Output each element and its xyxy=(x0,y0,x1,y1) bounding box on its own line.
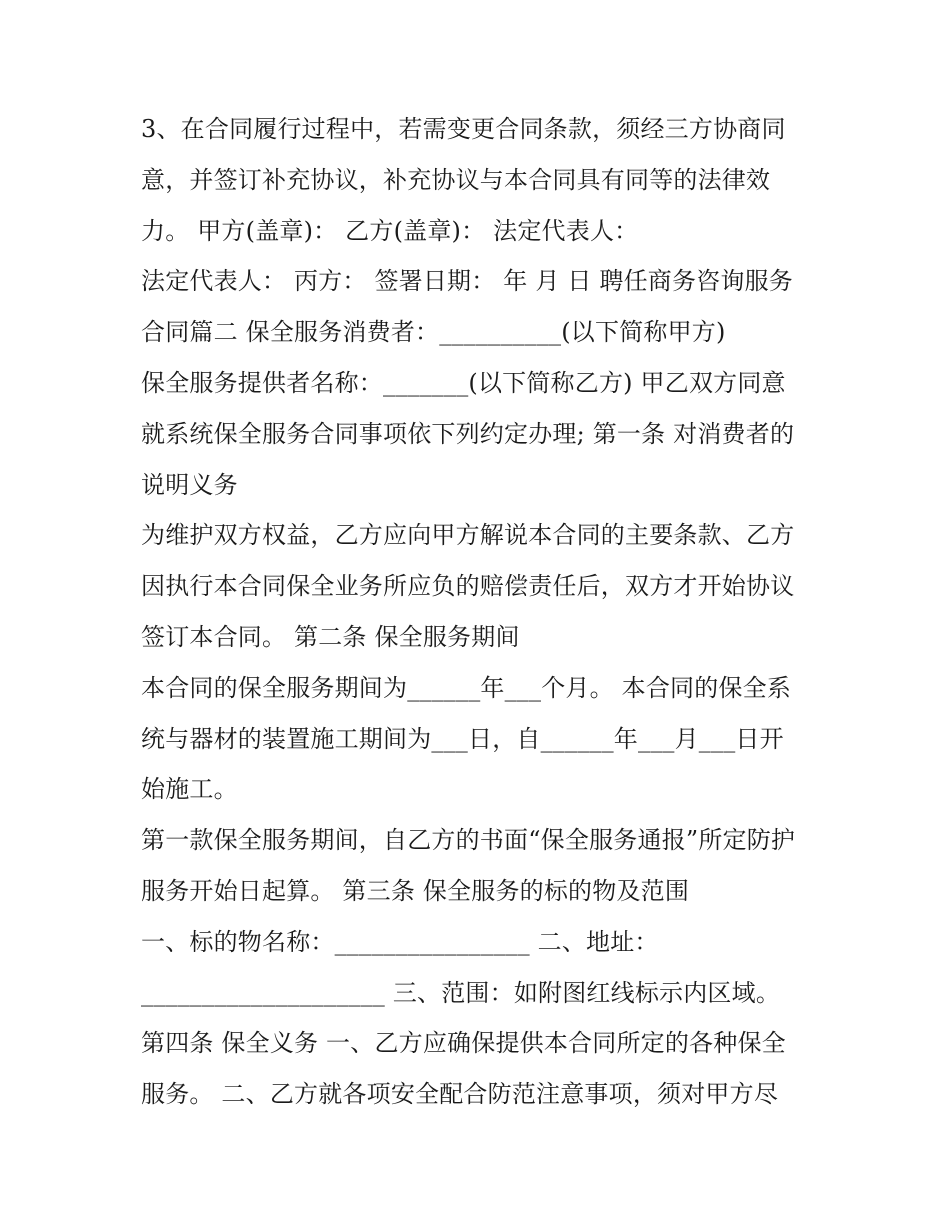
text-line: 第四条 保全义务 一、乙方应确保提供本合同所定的各种保全 xyxy=(141,1029,786,1058)
text-line: 合同篇二 保全服务消费者：__________(以下简称甲方) xyxy=(141,318,726,347)
text-line: ____________________ 三、范围：如附图红线标示内区域。 xyxy=(141,978,781,1007)
text-line: 说明义务 xyxy=(141,470,238,499)
text-line: 力。 甲方(盖章)： 乙方(盖章)： 法定代表人： xyxy=(141,216,639,245)
text-line: 3、在合同履行过程中，若需变更合同条款，须经三方协商同 xyxy=(141,115,786,143)
text-line: 就系统保全服务合同事项依下列约定办理; 第一条 对消费者的 xyxy=(141,419,795,448)
text-line: 因执行本合同保全业务所应负的赔偿责任后，双方才开始协议 xyxy=(141,572,795,601)
text-line: 第一款保全服务期间，自乙方的书面“保全服务通报”所定防护 xyxy=(141,826,796,855)
text-line: 统与器材的装置施工期间为___日，自______年___月___日开 xyxy=(141,724,784,753)
text-line: 服务开始日起算。 第三条 保全服务的标的物及范围 xyxy=(141,876,690,905)
text-line: 始施工。 xyxy=(141,775,238,804)
contract-text xyxy=(141,104,821,1120)
text-line: 为维护双方权益，乙方应向甲方解说本合同的主要条款、乙方 xyxy=(141,521,795,550)
text-line: 服务。 二、乙方就各项安全配合防范注意事项，须对甲方尽 xyxy=(141,1080,779,1109)
text-line: 法定代表人： 丙方： 签署日期： 年 月 日 聘任商务咨询服务 xyxy=(141,267,793,296)
text-line: 本合同的保全服务期间为______年___个月。 本合同的保全系 xyxy=(141,673,792,702)
text-line: 一、标的物名称：________________ 二、地址： xyxy=(141,927,659,956)
text-line: 意，并签订补充协议，补充协议与本合同具有同等的法律效 xyxy=(141,165,771,194)
text-line: 签订本合同。 第二条 保全服务期间 xyxy=(141,622,520,651)
text-line: 保全服务提供者名称：_______(以下简称乙方) 甲乙双方同意 xyxy=(141,368,786,397)
